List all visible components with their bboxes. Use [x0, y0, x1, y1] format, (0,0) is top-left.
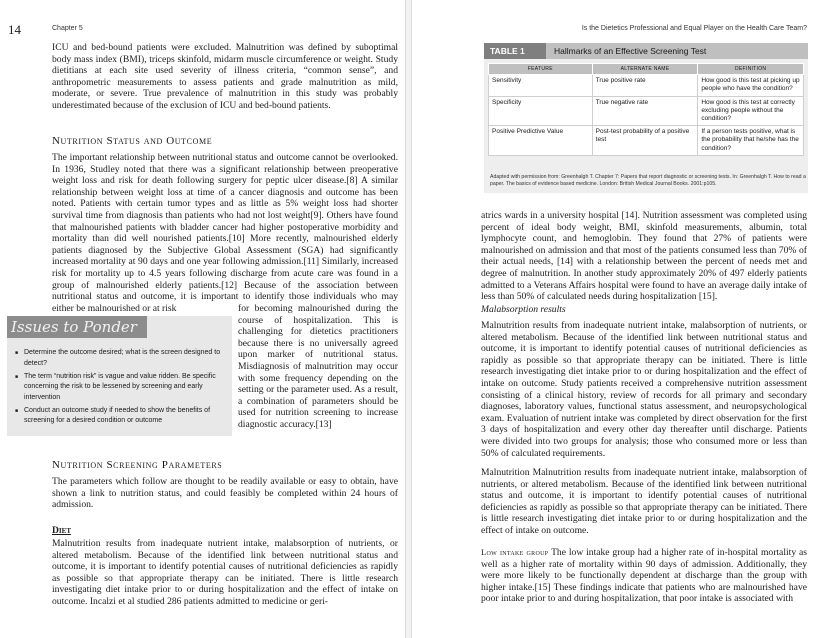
section-heading-screening-parameters: Nutrition Screening Parameters: [52, 459, 223, 471]
table-header-row: [489, 64, 804, 75]
low-intake-paragraph: [481, 547, 807, 605]
malnutrition-paragraph: Malnutrition Malnutrition results from inadequate nutrient intake, malabsorption of nutrients, or altered metabolism. Because of the identified link between nutritional status and outcome, it is important to identify potential causes of nutritional deficiencies as rapidly as possible so that appropriate therapy can be initiated. There is little research investigating diet intake prior to or during hospitalization and the effect of intake on outcome.: [481, 467, 807, 536]
table-cell: How good is this test at correctly excluding people without the condition?: [698, 96, 804, 126]
table-row: [489, 126, 804, 156]
issues-to-ponder-box: [7, 316, 232, 436]
right-page: [412, 0, 815, 638]
table-cell: How good is this test at picking up people who have the condition?: [698, 75, 804, 96]
table-cell: True negative rate: [592, 96, 698, 126]
table-cell: True positive rate: [592, 75, 698, 96]
table-column-header: FEATURE: [489, 64, 593, 75]
table-grid: [488, 63, 804, 156]
wrap-paragraph: for becoming malnourished during the course of hospitalization. This is challenging for dietetics practitioners because there is no universally agreed upon marker of nutritional status. Misdiagnosis of malnutrition may occur with some frequency depending on the setting or the parameter used. As a result, a combination of parameters should be used for nutrition screening to increase diagnostic accuracy.[13]: [238, 303, 398, 430]
table-row: [489, 96, 804, 126]
running-head-right: Is the Dietetics Professional and Equal Player on the Health Care Team?: [581, 25, 807, 32]
issues-list-item: ■ Conduct an outcome study if needed to show the benefits of screening for a desired condition or outcome: [15, 406, 227, 427]
table-cell: Post-test probability of a positive test: [592, 126, 698, 156]
low-intake-text: The low intake group had a higher rate of in-hospital mortality as well as a higher rate of mortality within 90 days of admission. Additionally, they were more likely to be functionally dependent at discharge than the group with higher intake.[15] These findings indicate that patients who are malnourished have poor intake prior to and during hospitalization, that poor intake is associated with: [481, 547, 807, 605]
continued-paragraph: atrics wards in a university hospital [14]. Nutrition assessment was completed using percent of ideal body weight, BMI, skinfold measurements, albumin, total lymphocyte count, and hemoglobin. They found that 27% of patients were malnourished on admission and that most of the patients consumed less than 70% of their actual needs, [14] with a relationship between the percent of needs met and degree of malnutrition. In another study approximately 20% of 497 elderly patients admitted to a Veterans Affairs hospital were found to have an average daily intake of less than 50% of calculated needs during hospitalization [15].: [481, 210, 807, 303]
table-cell: Specificity: [489, 96, 593, 126]
issues-list-item: ■ The term “nutrition risk” is vague and value ridden. Be specific concerning the risk to be lessened by screening and early intervention: [15, 372, 227, 404]
screening-parameters-paragraph: The parameters which follow are thought to be readily available or easy to obtain, have shown a link to nutrition status, and could feasibly be completed within 24 hours of admission.: [52, 476, 398, 511]
running-head-left: Chapter 5: [52, 25, 83, 32]
issues-list-item: ■ Determine the outcome desired; what is the screen designed to detect?: [15, 348, 227, 369]
low-intake-label: Low intake group: [481, 547, 549, 557]
table-cell: Sensitivity: [489, 75, 593, 96]
table-column-header: ALTERNATE NAME: [592, 64, 698, 75]
nutrition-status-paragraph: The important relationship between nutritional status and outcome cannot be overlooked. In 1936, Studley noted that there was a significant relationship between preoperative weight loss and risk for death following surgery for peptic ulcer disease.[8] A similar relationship between weight loss at time of a cancer diagnosis and outcome has been noted. Patients with certain tumor types and as little as 5% weight loss had shorter survival time from diagnosis than patients who had not lost weight[9]. Others have found that malnourished patients with bladder cancer had higher postoperative morbidity and mortality than did well nourished patients.[10] More recently, malnourished elderly patients diagnosed by the Subjective Global Assessment (SGA) had significantly increased mortality at 90 days and one year following admission.[11] Similarly, increased risk for mortality up to 4.5 years following discharge from acute care was found in a group of malnourished elderly patients.[12] Because of the association between nutritional status and outcome, it is important to identify those individuals who may either be malnourished or at risk: [52, 152, 398, 314]
malabsorption-subheading: Malabsorption results: [481, 304, 566, 315]
table-row: [489, 75, 804, 96]
section-heading-nutrition-status: Nutrition Status and Outcome: [52, 135, 213, 147]
left-page: [0, 0, 405, 638]
screening-test-table: [484, 43, 808, 193]
table-column-header: DEFINITION: [698, 64, 804, 75]
table-cell: If a person tests positive, what is the probability that he/she has the condition?: [698, 126, 804, 156]
table-source-note: Adapted with permission from: Greenhalgh T. Chapter 7: Papers that report diagnostic or screening tests. In: Greenhalgh T. How to read a paper. The basics of evidence based medicine. London: British Medical Journal Books. 2001:p105.: [490, 174, 806, 187]
diet-subheading: Diet: [52, 525, 71, 536]
table-cell: Positive Predictive Value: [489, 126, 593, 156]
malabsorption-paragraph: Malnutrition results from inadequate nutrient intake, malabsorption of nutrients, or altered metabolism. Because of the identified link between nutritional status and outcome, it is important to identify potential causes of nutritional deficiencies as rapidly as possible so that appropriate therapy can be initiated. There is little research investigating diet intake prior to or during hospitalization and the effect of intake on outcome. Study patients received a comprehensive nutrition assessment consisting of a clinical history, review of records for all primary and secondary diagnoses, laboratory values, functional status assessment, and neuropsychological exam. Evaluation of nutrient intake was completed by direct observation for the first 3 days of hospitalization and every other day thereafter until discharge. Patients were divided into two groups for analysis; those who consumed more or less than 50% of calculated requirements.: [481, 320, 807, 459]
table-header-bar: [484, 43, 808, 59]
issues-to-ponder-title: Issues to Ponder: [7, 316, 147, 338]
diet-paragraph: Malnutrition results from inadequate nutrient intake, malabsorption of nutrients, or altered metabolism. Because of the identified link between nutritional status and outcome, it is important to identify potential causes of nutritional deficiencies as rapidly as possible so that appropriate therapy can be initiated. There is little research investigating diet intake prior to or during hospitalization and the effect of intake on outcome. Incalzi et al studied 286 patients admitted to medicine or geri-: [52, 538, 398, 607]
intro-paragraph: ICU and bed-bound patients were excluded. Malnutrition was defined by suboptimal body mass index (BMI), triceps skinfold, midarm muscle circumference or weight. Study dietitians at each site used severity of illness criteria, “common sense”, and anthropometric measurements to assess patients and grade malnutrition as mild, moderate, or severe. True prevalence of malnutrition in this study was probably underestimated because of the exclusion of ICU and bed-bound patients.: [52, 42, 398, 111]
page-number: 14: [8, 22, 21, 37]
page-gutter: [405, 0, 412, 638]
table-label: TABLE 1: [484, 43, 546, 59]
issues-list: [15, 348, 227, 429]
table-title: Hallmarks of an Effective Screening Test: [554, 46, 707, 56]
